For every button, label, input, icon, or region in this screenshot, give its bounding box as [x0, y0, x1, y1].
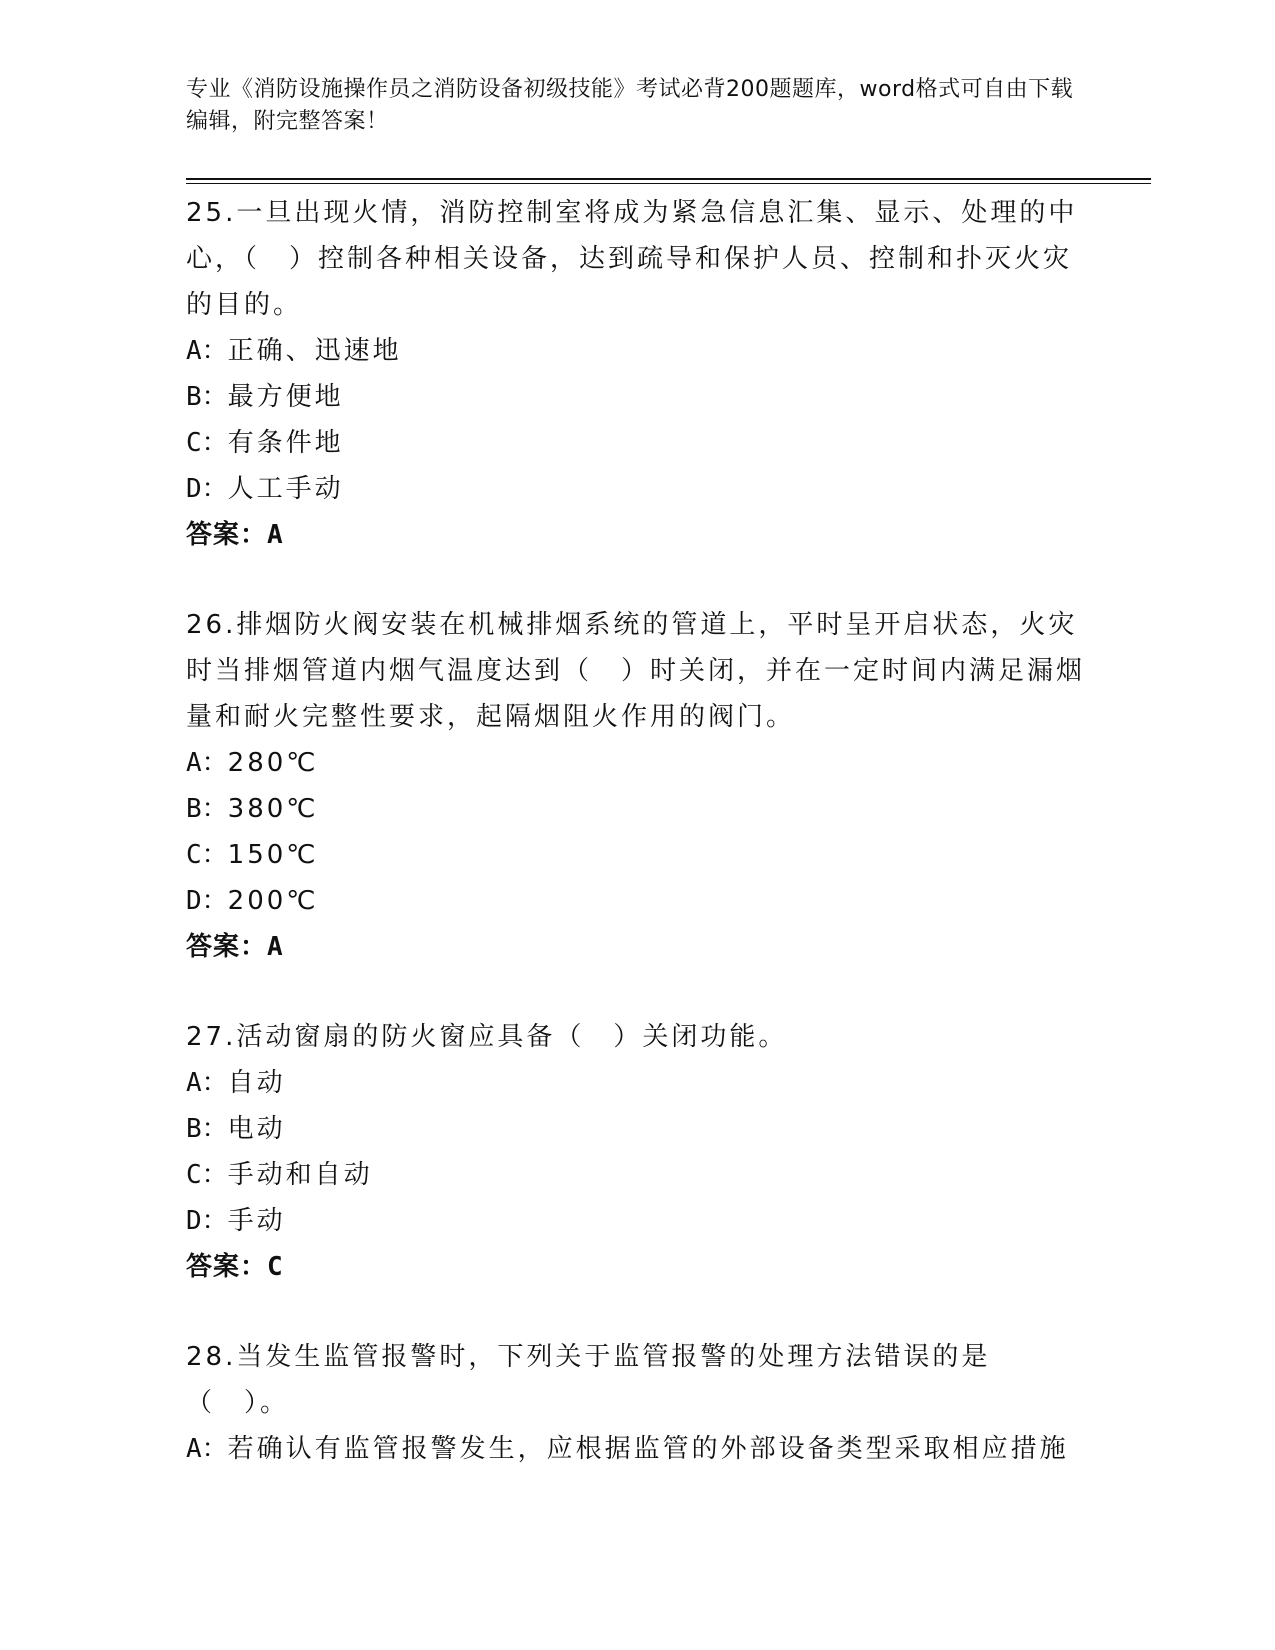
option-text: 正确、迅速地 [227, 336, 402, 366]
option-text: 280℃ [227, 748, 319, 778]
option-key: C： [186, 1160, 228, 1190]
option-key: D： [186, 886, 228, 916]
option-d [186, 1198, 1086, 1244]
question-list [186, 190, 1086, 1516]
answer-line [186, 1244, 1086, 1290]
option-text: 380℃ [227, 794, 319, 824]
option-d [186, 466, 1086, 512]
option-text: 200℃ [227, 886, 319, 916]
option-b [186, 1106, 1086, 1152]
option-text: 有条件地 [227, 428, 344, 458]
option-text: 手动和自动 [227, 1160, 373, 1190]
question-text: 25.一旦出现火情，消防控制室将成为紧急信息汇集、显示、处理的中心，（ ）控制各种相关设备，达到疏导和保护人员、控制和扑灭火灾的目的。 [186, 198, 1078, 320]
question-text: 27.活动窗扇的防火窗应具备（ ）关闭功能。 [186, 1022, 788, 1052]
header-divider-thin [186, 183, 1151, 184]
option-key: D： [186, 474, 228, 504]
answer-label: 答案： [186, 1252, 268, 1282]
option-key: A： [186, 1068, 228, 1098]
question-25 [186, 190, 1086, 558]
answer-value: C [267, 1252, 284, 1282]
option-text: 手动 [227, 1206, 286, 1236]
option-key: D： [186, 1206, 228, 1236]
answer-line [186, 512, 1086, 558]
option-text: 150℃ [227, 840, 319, 870]
option-a [186, 328, 1086, 374]
answer-label: 答案： [186, 520, 268, 550]
option-text: 电动 [227, 1114, 286, 1144]
option-text: 若确认有监管报警发生，应根据监管的外部设备类型采取相应措施 [227, 1434, 1069, 1464]
option-b [186, 374, 1086, 420]
option-key: A： [186, 1434, 228, 1464]
question-26 [186, 602, 1086, 970]
option-a [186, 1426, 1086, 1472]
option-a [186, 1060, 1086, 1106]
option-c [186, 832, 1086, 878]
question-text: 26.排烟防火阀安装在机械排烟系统的管道上，平时呈开启状态，火灾时当排烟管道内烟气温度达到（ ）时关闭，并在一定时间内满足漏烟量和耐火完整性要求，起隔烟阻火作用的阀门。 [186, 610, 1086, 732]
answer-label: 答案： [186, 932, 268, 962]
question-28 [186, 1334, 1086, 1472]
answer-value: A [267, 932, 284, 962]
option-d [186, 878, 1086, 924]
option-c [186, 1152, 1086, 1198]
header-divider [186, 178, 1151, 180]
option-key: C： [186, 428, 228, 458]
question-text: 28.当发生监管报警时，下列关于监管报警的处理方法错误的是（ ）。 [186, 1342, 991, 1418]
document-header: 专业《消防设施操作员之消防设备初级技能》考试必背200题题库，word格式可自由下载编辑，附完整答案！ [186, 77, 1074, 134]
option-key: A： [186, 336, 228, 366]
option-text: 自动 [227, 1068, 286, 1098]
answer-value: A [267, 520, 284, 550]
question-27 [186, 1014, 1086, 1290]
option-text: 人工手动 [227, 474, 344, 504]
option-key: B： [186, 1114, 228, 1144]
option-c [186, 420, 1086, 466]
option-key: B： [186, 794, 228, 824]
option-a [186, 740, 1086, 786]
option-key: C： [186, 840, 228, 870]
answer-line [186, 924, 1086, 970]
option-key: B： [186, 382, 228, 412]
option-b [186, 786, 1086, 832]
option-key: A： [186, 748, 228, 778]
option-text: 最方便地 [227, 382, 344, 412]
